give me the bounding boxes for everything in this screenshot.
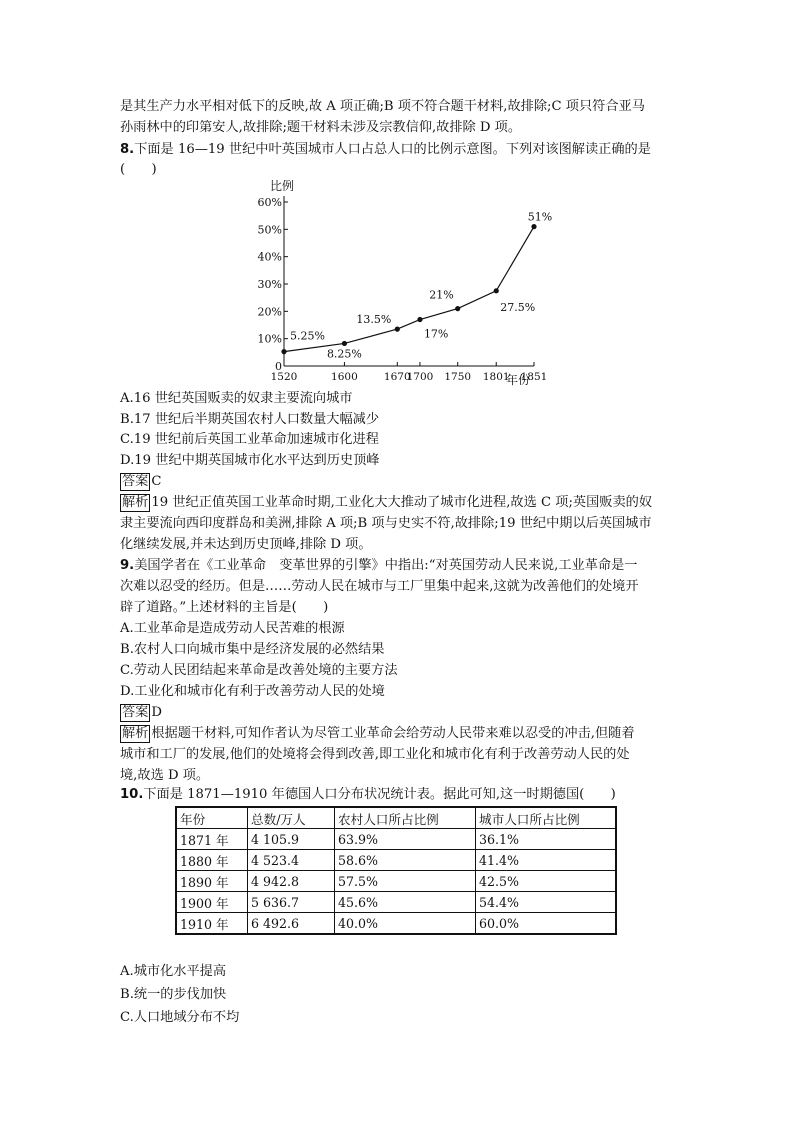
x-tick-label: 1520 <box>270 371 298 383</box>
chart-marks <box>281 211 552 361</box>
table-cell: 57.5% <box>335 871 476 892</box>
y-tick-label: 40% <box>257 250 282 264</box>
chart-ticks <box>258 196 548 383</box>
analysis-line: 境,故选 D 项。 <box>120 768 210 783</box>
table-header-row <box>176 807 616 829</box>
option-c: C.劳动人民团结起来革命是改善处境的主要方法 <box>120 663 398 678</box>
analysis-line: 城市和工厂的发展,他们的处境将会得到改善,即工业化和城市化有利于改善劳动人民的处 <box>120 747 630 762</box>
option-d: D.19 世纪中期英国城市化水平达到历史顶峰 <box>120 453 380 468</box>
option-b: B.统一的步伐加快 <box>120 987 227 1002</box>
y-tick-label: 50% <box>257 223 282 237</box>
y-tick-label: 10% <box>257 332 282 346</box>
table-cell: 58.6% <box>335 850 476 871</box>
paragraph-line: 孙雨林中的印第安人,故排除;题干材料未涉及宗教信仰,故排除 D 项。 <box>120 120 522 135</box>
table-cell: 40.0% <box>335 913 476 935</box>
table-cell: 4 105.9 <box>248 829 335 850</box>
data-point <box>395 327 400 332</box>
table-row <box>176 829 616 850</box>
table-cell: 41.4% <box>476 850 617 871</box>
table-cell: 6 492.6 <box>248 913 335 935</box>
option-c: C.人口地域分布不均 <box>120 1010 240 1025</box>
data-label: 5.25% <box>290 329 325 343</box>
analysis-line <box>120 493 652 513</box>
option-d: D.工业化和城市化有利于改善劳动人民的处境 <box>120 684 385 699</box>
table-header-cell: 城市人口所占比例 <box>476 807 617 829</box>
question-number: 8. <box>120 142 135 157</box>
answer-value: D <box>151 705 162 720</box>
data-label: 27.5% <box>500 300 536 314</box>
table-cell: 42.5% <box>476 871 617 892</box>
analysis-line: 隶主要流向西印度群岛和美洲,排除 A 项;B 项与史实不符,故排除;19 世纪中期以后英国城市 <box>120 516 652 531</box>
table-cell: 1890 年 <box>176 871 248 892</box>
table-cell: 1910 年 <box>176 913 248 935</box>
table-cell: 1900 年 <box>176 892 248 913</box>
analysis-tag: 解析 <box>122 495 149 510</box>
table-cell: 4 942.8 <box>248 871 335 892</box>
answer-tag: 答案 <box>122 705 149 720</box>
answer-value: C <box>151 474 162 489</box>
chart-axes <box>270 178 534 387</box>
analysis-line <box>120 724 635 744</box>
question-stem-text: 美国学者在《工业革命 变革世界的引擎》中指出:“对英国劳动人民来说,工业革命是一 <box>134 558 638 573</box>
table-cell: 4 523.4 <box>248 850 335 871</box>
data-point <box>281 349 286 354</box>
answer-line <box>120 703 162 723</box>
x-tick-label: 1600 <box>331 371 358 383</box>
question-number: 10. <box>120 787 144 802</box>
x-tick-label: 1851 <box>520 371 548 383</box>
table-cell: 54.4% <box>476 892 617 913</box>
question-stem-text: 下面是 1871—1910 年德国人口分布状况统计表。据此可知,这一时期德国( ) <box>143 787 616 802</box>
y-axis-label: 比例 <box>270 179 295 193</box>
population-table <box>175 806 617 935</box>
x-tick-label: 1750 <box>444 371 472 383</box>
data-point <box>494 288 499 293</box>
answer-tag: 答案 <box>122 474 149 489</box>
table-header-cell: 年份 <box>176 807 248 829</box>
urban-population-chart <box>257 176 553 388</box>
option-a: A.城市化水平提高 <box>120 964 227 979</box>
question-9-stem-cont: 次难以忍受的经历。但是……劳动人民在城市与工厂里集中起来,这就为改善他们的处境开 <box>120 579 639 594</box>
y-tick-label: 60% <box>257 196 282 209</box>
data-point <box>417 317 422 322</box>
y-tick-label: 30% <box>257 278 282 291</box>
table-row <box>176 871 616 892</box>
data-label: 51% <box>527 210 553 224</box>
paragraph-line: 是其生产力水平相对低下的反映,故 A 项正确;B 项不符合题干材料,故排除;C 项只符合亚马 <box>120 99 645 114</box>
table-cell: 45.6% <box>335 892 476 913</box>
data-label: 8.25% <box>326 347 362 361</box>
option-a: A.工业革命是造成劳动人民苦难的根源 <box>120 621 345 636</box>
table-cell: 60.0% <box>476 913 617 935</box>
analysis-text: 根据题干材料,可知作者认为尽管工业革命会给劳动人民带来难以忍受的冲击,但随着 <box>151 726 635 741</box>
data-point <box>342 341 347 346</box>
data-point <box>455 306 460 311</box>
answer-line <box>120 472 161 492</box>
x-tick-label: 1700 <box>406 371 434 383</box>
question-8-stem <box>120 140 651 160</box>
option-b: B.农村人口向城市集中是经济发展的必然结果 <box>120 642 385 657</box>
data-label: 17% <box>423 327 449 341</box>
question-stem-text: 下面是 16—19 世纪中叶英国城市人口占总人口的比例示意图。下列对该图解读正确的是 <box>134 142 651 157</box>
y-tick-label: 20% <box>257 305 282 319</box>
table-cell: 5 636.7 <box>248 892 335 913</box>
x-tick-label: 1670 <box>383 371 411 383</box>
table-cell: 1880 年 <box>176 850 248 871</box>
table-cell: 36.1% <box>476 829 617 850</box>
data-label: 21% <box>429 288 454 302</box>
question-number: 9. <box>120 558 135 573</box>
option-a: A.16 世纪英国贩卖的奴隶主要流向城市 <box>120 391 353 406</box>
y-tick-label: 0 <box>275 360 282 373</box>
question-9-stem-cont: 辟了道路。”上述材料的主旨是( ) <box>120 600 329 615</box>
data-point <box>531 224 536 229</box>
table-row <box>176 892 616 913</box>
table-header-cell: 总数/万人 <box>248 807 335 829</box>
analysis-line: 化继续发展,并未达到历史顶峰,排除 D 项。 <box>120 537 372 552</box>
question-10-stem <box>120 785 616 805</box>
table-row <box>176 913 616 935</box>
x-tick-label: 1801 <box>482 371 510 383</box>
table-cell: 63.9% <box>335 829 476 850</box>
question-8-stem-cont: ( ) <box>120 162 157 177</box>
option-b: B.17 世纪后半期英国农村人口数量大幅减少 <box>120 412 380 427</box>
table-row <box>176 850 616 871</box>
x-axis-label: 年份 <box>506 373 531 387</box>
table-cell: 1871 年 <box>176 829 248 850</box>
analysis-tag: 解析 <box>122 726 149 741</box>
option-c: C.19 世纪前后英国工业革命加速城市化进程 <box>120 432 379 447</box>
analysis-text: 19 世纪正值英国工业革命时期,工业化大大推动了城市化进程,故选 C 项;英国贩卖的奴 <box>151 495 653 510</box>
question-9-stem <box>120 556 638 576</box>
data-label: 13.5% <box>356 313 392 327</box>
table-header-cell: 农村人口所占比例 <box>335 807 476 829</box>
